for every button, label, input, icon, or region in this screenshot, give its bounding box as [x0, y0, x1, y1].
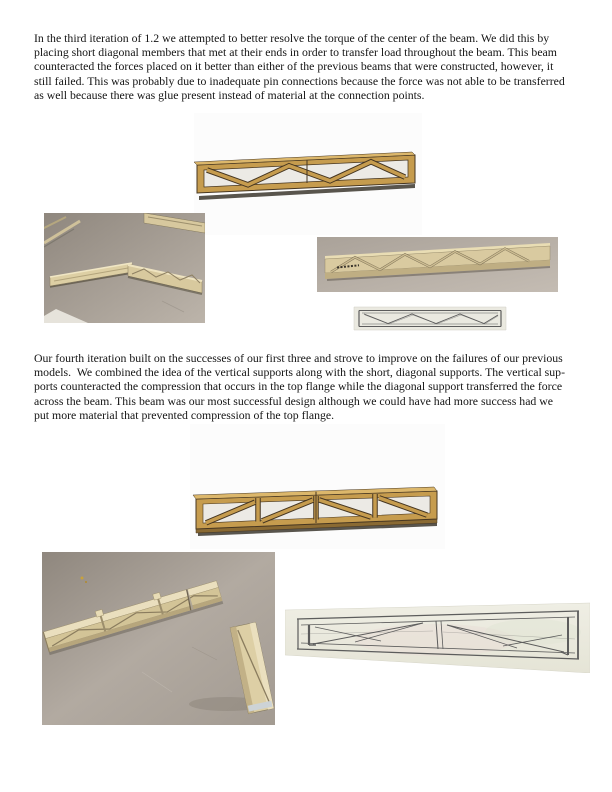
text-line: still failed. This was probably due to inadequate pin connections because the force was not able to be transferred — [34, 73, 565, 88]
text-line: Our fourth iteration built on the successes of our first three and strove to improve on the failures of our previous — [34, 351, 563, 365]
photo-broken-beam-2-figure — [42, 552, 275, 725]
paragraph-2 — [34, 351, 590, 422]
text-line: counteracted the forces placed on it better than either of the previous beams that were constructed, however, it — [34, 59, 554, 74]
text-line: as well because there was glue present instead of material at the connection points. — [34, 87, 425, 102]
text-line: placing short diagonal members that met at their ends in order to transfer load throughout the beam. This beam — [34, 45, 557, 60]
cad-render-2-figure — [188, 482, 445, 540]
text-line: models. We combined the idea of the vertical supports along with the short, diagonal supports. The vertical sup- — [34, 365, 565, 380]
photo-broken-beam-1-figure — [44, 213, 205, 323]
wood-speck — [81, 577, 84, 580]
paragraph-1 — [34, 31, 590, 102]
text-line: ports counteracted the compression that occurs in the top flange while the diagonal support transferred the force — [34, 379, 563, 394]
photo-intact-beam-figure — [317, 237, 558, 292]
sketch-beam-2-figure — [285, 600, 590, 673]
cad-render-1-figure — [191, 150, 421, 202]
text-line: In the third iteration of 1.2 we attempted to better resolve the torque of the center of the beam. We did this by — [34, 31, 550, 45]
text-line: put more material that prevented compression of the top flange. — [34, 407, 335, 422]
sketch-beam-1-figure — [352, 305, 508, 332]
text-line: across the beam. This beam was our most successful design although we could have had more success had we — [34, 393, 554, 408]
wood-speck — [85, 581, 87, 583]
